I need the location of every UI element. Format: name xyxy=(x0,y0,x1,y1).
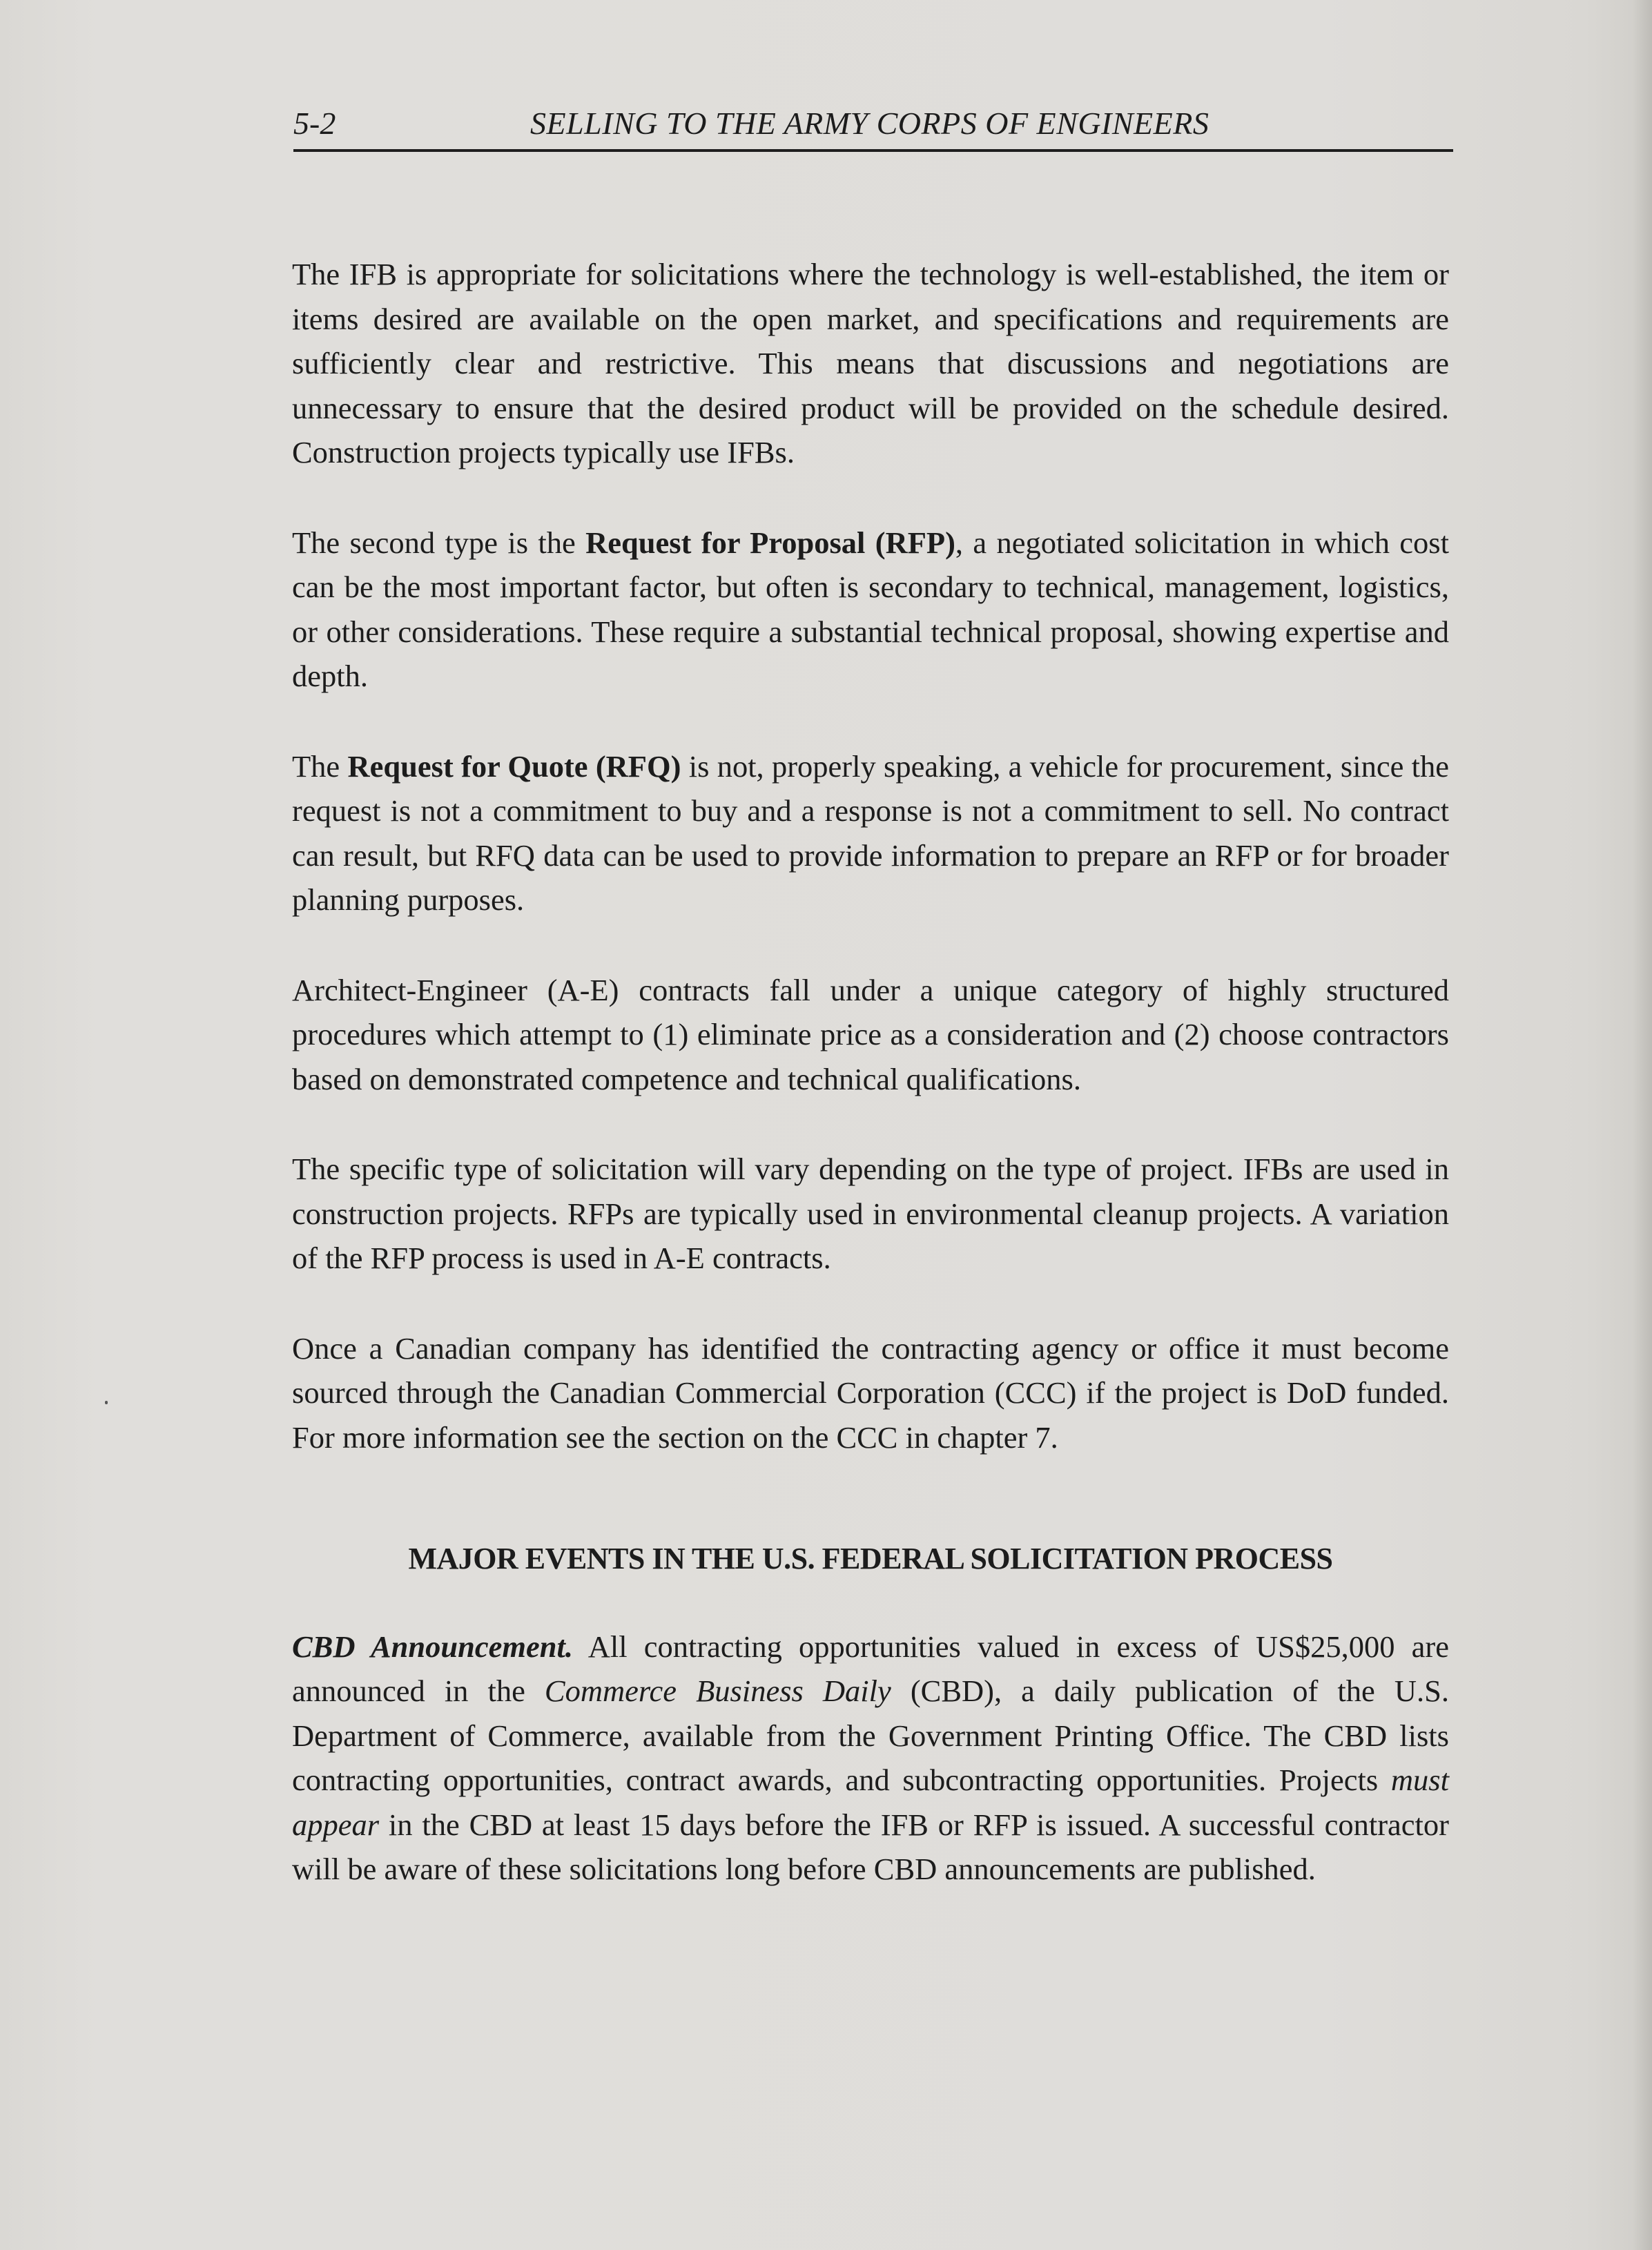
paragraph-rfp xyxy=(292,521,1449,699)
cbd-italic-must: must appear xyxy=(292,1763,1449,1842)
paragraph-ifb: The IFB is appropriate for solicitations where the technology is well-established, the item or items desired are available on the open market, and specifications and requirements are sufficiently clear and restrictive. This means that discussions and negotiations are unnecessary to ensure that the desired product will be provided on the schedule desired. Construction projects typically use IFBs. xyxy=(292,257,1449,469)
cbd-text-3: in the CBD at least 15 days before the IFB or RFP is issued. A successful contractor will be aware of these solicitations long before CBD announcements are published. xyxy=(292,1807,1449,1886)
paragraph-rfq xyxy=(292,744,1449,922)
paragraph-rfq-lead: The xyxy=(292,748,348,784)
term-rfq: Request for Quote (RFQ) xyxy=(347,748,681,784)
paragraph-rfq-rest: is not, properly speaking, a vehicle for procurement, since the request is not a commitment to buy and a response is not a commitment to sell. No contract can result, but RFQ data can be used to provide information to prepare an RFP or for broader planning purposes. xyxy=(292,748,1449,917)
paragraph-canadian: Once a Canadian company has identified the contracting agency or office it must become sourced through the Canadian Commercial Corporation (CCC) if the project is DoD funded. For more information see the section on the CCC in chapter 7. xyxy=(292,1330,1449,1455)
section-heading: MAJOR EVENTS IN THE U.S. FEDERAL SOLICITATION PROCESS xyxy=(408,1542,1333,1575)
paragraph-ae: Architect-Engineer (A-E) contracts fall under a unique category of highly structured procedures which attempt to (1) eliminate price as a consideration and (2) choose contractors based on demonstrated competence and technical qualifications. xyxy=(292,972,1449,1096)
term-rfp: Request for Proposal (RFP) xyxy=(585,525,955,560)
paragraph-cbd xyxy=(292,1625,1449,1892)
page-number: 5-2 xyxy=(293,106,336,141)
cbd-lead: CBD Announcement. xyxy=(292,1629,574,1664)
page-edge-shadow xyxy=(1633,0,1652,2250)
running-header-title: SELLING TO THE ARMY CORPS OF ENGINEERS xyxy=(530,106,1209,141)
cbd-text-1: All contracting opportunities valued in excess of US$25,000 are announced in the xyxy=(292,1629,1449,1708)
cbd-italic-commerce: Commerce Business Daily xyxy=(544,1674,891,1708)
running-header xyxy=(293,98,1453,152)
cbd-text-2: (CBD), a daily publication of the U.S. Department of Commerce, available from the Government Printing Office. The CBD lists contracting opportunities, contract awards, and subcontracting opportunities. Projects xyxy=(292,1674,1449,1797)
body-text xyxy=(292,252,1449,1892)
paragraph-rfp-rest: , a negotiated solicitation in which cost can be the most important factor, but often is secondary to technical, management, logistics, or other considerations. These require a substantial technical proposal, showing expertise and depth. xyxy=(292,525,1449,693)
paragraph-rfp-lead: The second type is the xyxy=(292,525,586,560)
scan-speck xyxy=(105,1401,108,1404)
paragraph-specific: The specific type of solicitation will vary depending on the type of project. IFBs are used in construction projects. RFPs are typically used in environmental cleanup projects. A variation of the RFP process is used in A-E contracts. xyxy=(292,1152,1449,1275)
